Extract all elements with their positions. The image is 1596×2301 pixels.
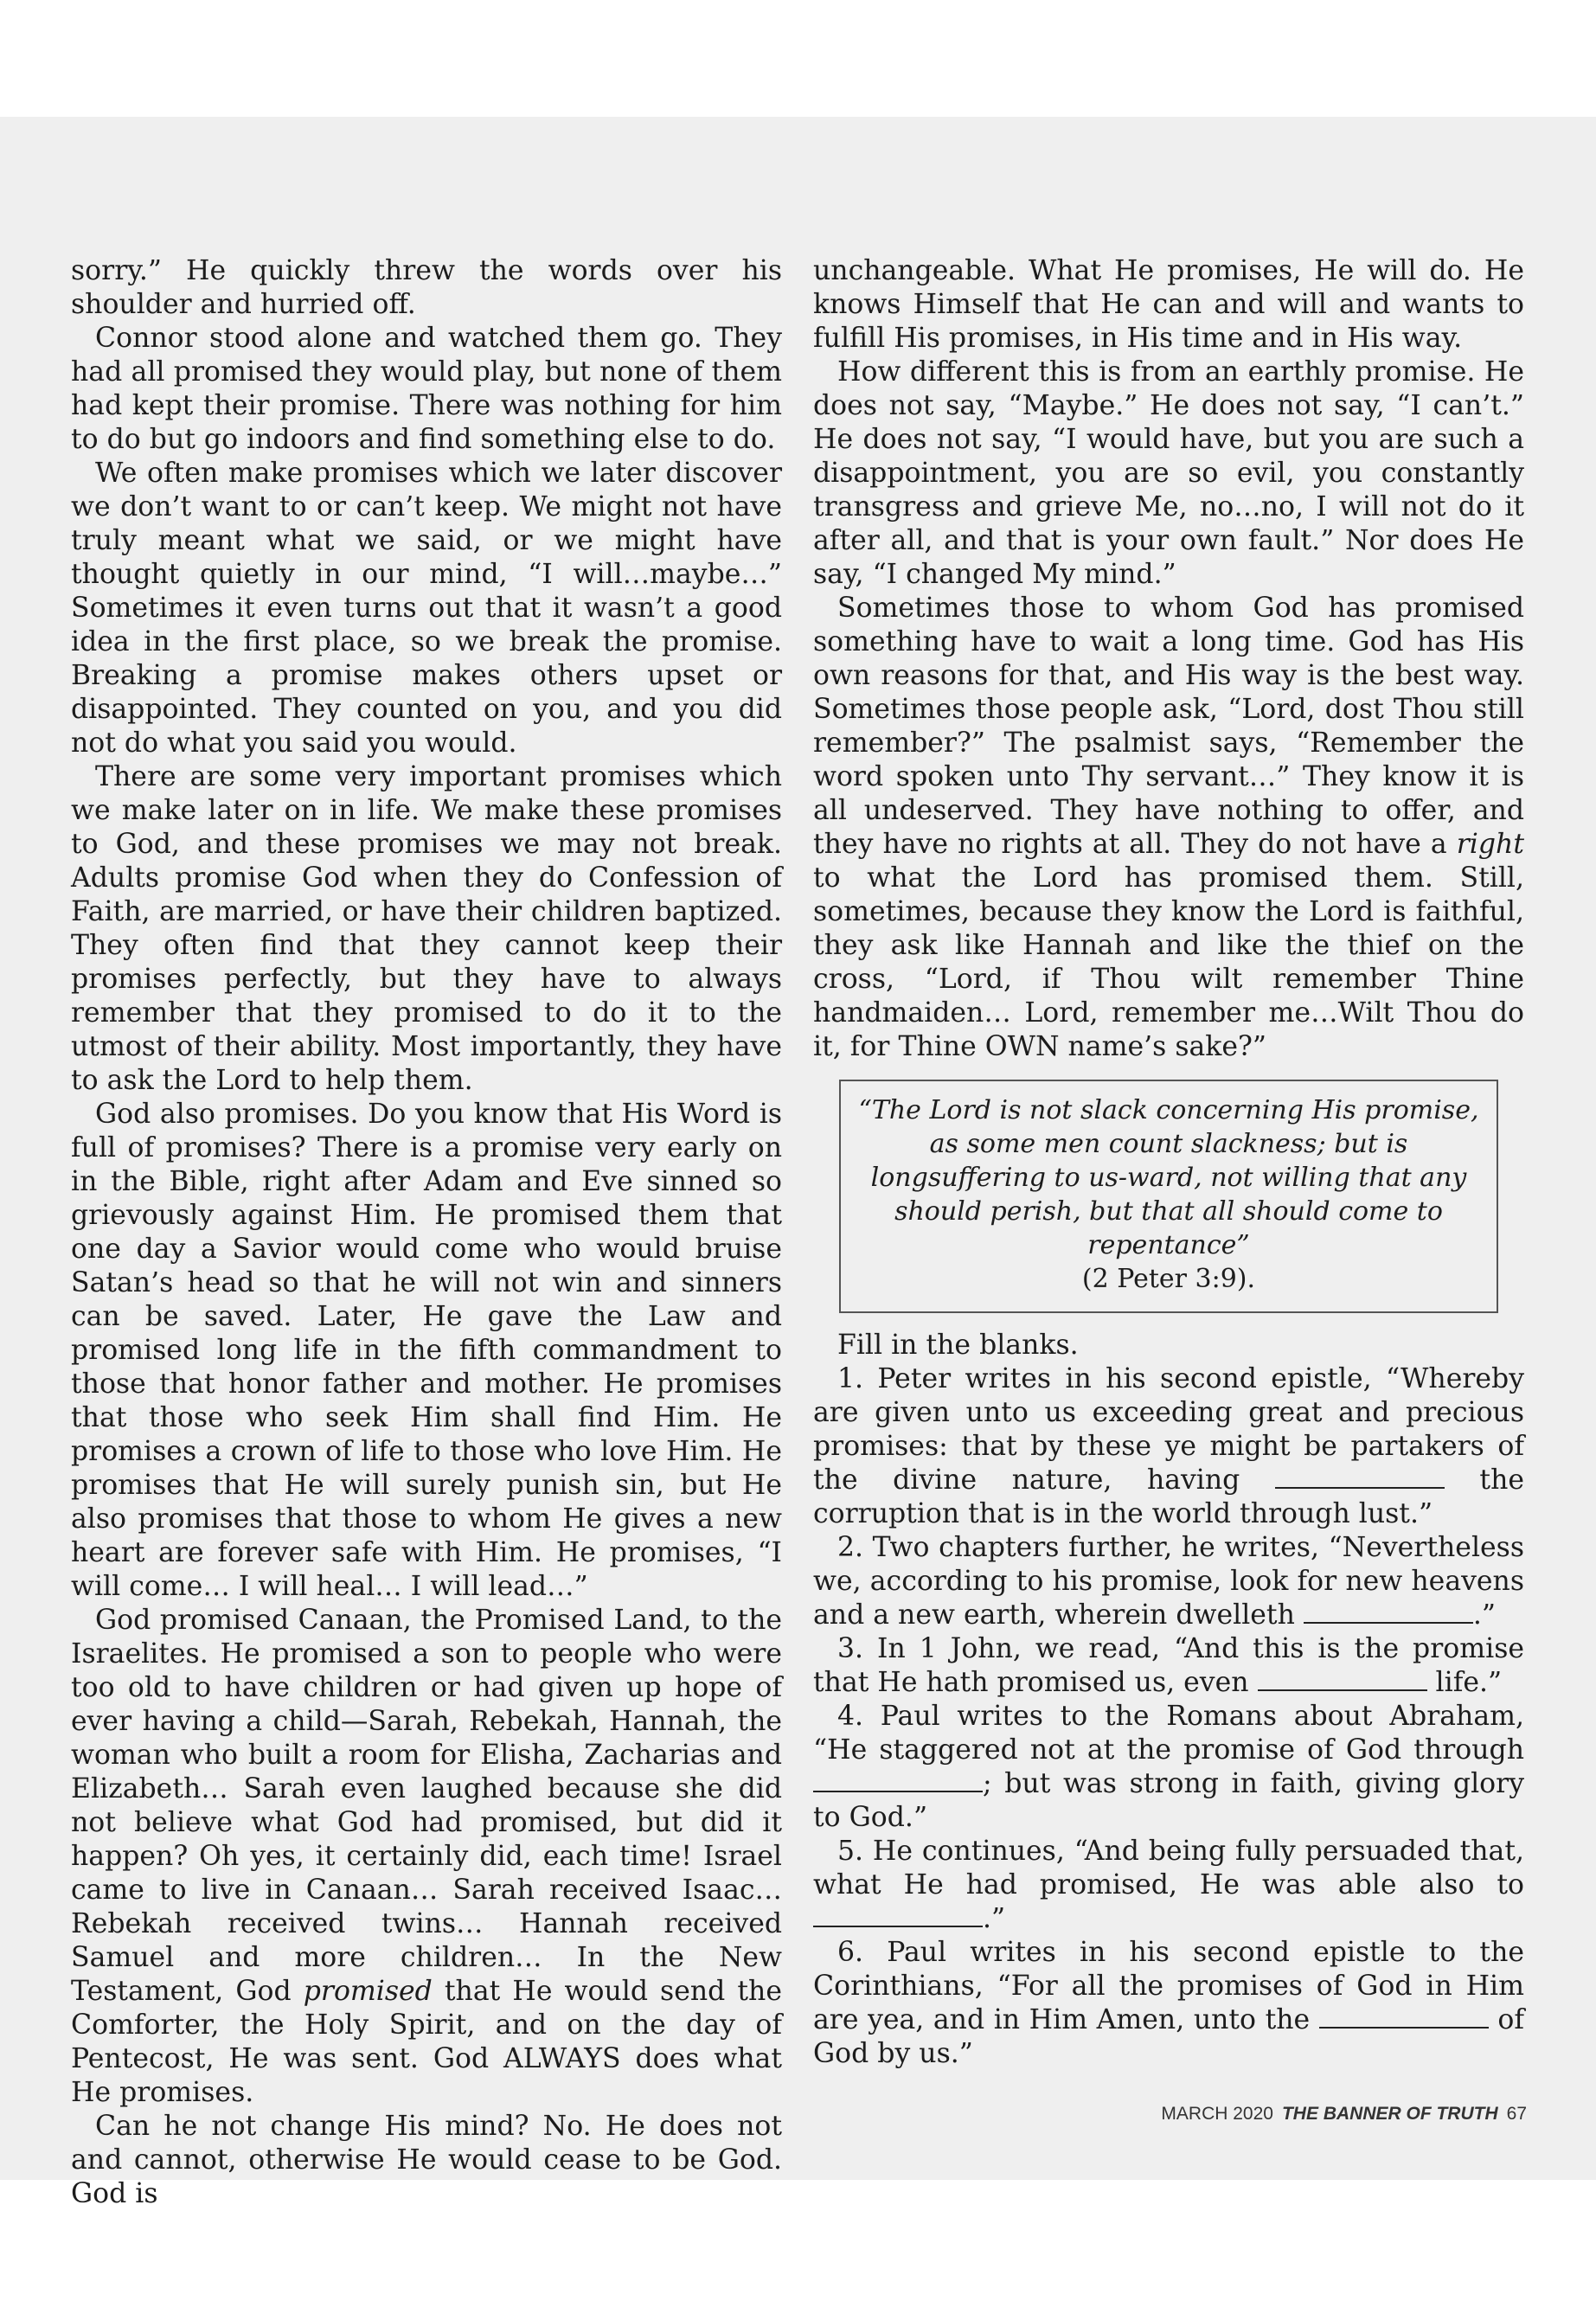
page-footer (1161, 2104, 1527, 2125)
text-run: .” (1472, 1599, 1497, 1631)
question-3 (813, 1632, 1524, 1700)
right-column (813, 254, 1524, 2071)
text-run: life.” (1426, 1667, 1503, 1698)
page-number: 67 (1506, 2104, 1527, 2124)
left-column (71, 254, 782, 2211)
paragraph: unchangeable. What He promises, He will do. He knows Himself that He can and will and wants to fulfill His promises, in His time and in His way. (813, 255, 1524, 354)
emphasis-text: promised (303, 1976, 433, 2007)
scripture-quote-box (839, 1080, 1498, 1313)
emphasis-text: right (1456, 829, 1524, 860)
paragraph (813, 592, 1524, 1064)
paragraph: We often make promises which we later discover we don’t want to or can’t keep. We might not have truly meant what we said, or we might have thought quietly in our mind, “I will…maybe…” Sometimes it even turns out that it wasn’t a good idea in the first place, so we break the promise. Breaking a promise makes others upset or disappointed. They counted on you, and you did not do what you said you would. (71, 458, 782, 759)
question-1 (813, 1362, 1524, 1531)
question-5 (813, 1835, 1524, 1936)
text-run: 6. Paul writes in his second epistle to the Corinthians, “For all the promises of God in Him are yea, and in Him Amen, unto the (813, 1937, 1524, 2035)
text-run: Sometimes those to whom God has promised something have to wait a long time. God has His own reasons for that, and His way is the best way. Sometimes those people ask, “Lord, dost Thou still remember?” The psalmist says, “Remember the word spoken unto Thy servant…” They know it is all undeserved. They have nothing to offer, and they have no rights at all. They do not have a (813, 593, 1524, 860)
text-run: 4. Paul writes to the Romans about Abraham, “He staggered not at the promise of God through (813, 1701, 1524, 1766)
text-run: the corruption that is in the world through lust.” (813, 1465, 1524, 1529)
text-run: .” (983, 1903, 1006, 1934)
answer-blank[interactable] (1258, 1667, 1427, 1691)
question-6 (813, 1936, 1524, 2071)
paragraph: Connor stood alone and watched them go. They had all promised they would play, but none of them had kept their promise. There was nothing for him to do but go indoors and find something else to do. (71, 323, 782, 455)
text-run: 2. Two chapters further, he writes, “Nevertheless we, according to his promise, look for new heavens and a new earth, wherein dwelleth (813, 1532, 1524, 1631)
paragraph: God also promises. Do you know that His Word is full of promises? There is a promise very early on in the Bible, right after Adam and Eve sinned so grievously against Him. He promised them that one day a Savior would come who would bruise Satan’s head so that he will not win and sinners can be saved. Later, He gave the Law and promised long life in the fifth commandment to those that honor father and mother. He promises that those who seek Him shall find Him. He promises a crown of life to those who love Him. He promises that He will surely punish sin, but He also promises that those to whom He gives a new heart are forever safe with Him. He promises, “I will come… I will heal… I will lead…” (71, 1099, 782, 1602)
quote-reference: (2 Peter 3:9). (1081, 1264, 1256, 1294)
text-run: 5. He continues, “And being fully persuaded that, what He had promised, He was able also to (813, 1836, 1524, 1900)
answer-blank[interactable] (1319, 2004, 1489, 2029)
text-run: 3. In 1 John, we read, “And this is the promise that He hath promised us, even (813, 1633, 1524, 1698)
text-run: ; but was strong in faith, giving glory to God.” (813, 1768, 1524, 1833)
text-run: of God by us.” (813, 2004, 1524, 2069)
answer-blank[interactable] (813, 1903, 983, 1927)
question-4 (813, 1700, 1524, 1835)
issue-date: MARCH 2020 (1161, 2104, 1273, 2124)
paragraph: sorry.” He quickly threw the words over his shoulder and hurried off. (71, 255, 782, 320)
text-run: that He would send the Comforter, the Holy Spirit, and on the day of Pentecost, He was sent. God ALWAYS does what He promises. (71, 1976, 782, 2108)
answer-blank[interactable] (813, 1768, 983, 1792)
answer-blank[interactable] (1275, 1465, 1445, 1489)
paragraph (71, 1604, 782, 2110)
paragraph: There are some very important promises which we make later on in life. We make these promises to God, and these promises we may not break. Adults promise God when they do Confession of Faith, are married, or have their children baptized. They often find that they cannot keep their promises perfectly, but they have to always remember that they promised to do it to the utmost of their ability. Most importantly, they have to ask the Lord to help them. (71, 761, 782, 1096)
text-run: 1. Peter writes in his second epistle, “Whereby are given unto us exceeding great and precious promises: that by these ye might be partakers of the divine nature, having (813, 1363, 1524, 1496)
quote-text: “The Lord is not slack concerning His promise, as some men count slackness; but is longsuffering to us-ward, not willing that any should perish, but that all should come to repentance” (858, 1095, 1479, 1260)
publication-title: THE BANNER OF TRUTH (1281, 2104, 1498, 2124)
text-run: God promised Canaan, the Promised Land, to the Israelites. He promised a son to people who were too old to have children or had given up hope of ever having a child—Sarah, Rebekah, Hannah, the woman who built a room for Elisha, Zacharias and Elizabeth… Sarah even laughed because she did not believe what God had promised, but did it happen? Oh yes, it certainly did, each time! Israel came to live in Canaan… Sarah received Isaac… Rebekah received twins… Hannah received Samuel and more children… In the New Testament, God (71, 1605, 782, 2007)
question-2 (813, 1531, 1524, 1632)
paragraph: How different this is from an earthly promise. He does not say, “Maybe.” He does not say, “I can’t.” He does not say, “I would have, but you are such a disappointment, you are so evil, you constantly transgress and grieve Me, no…no, I will not do it after all, and that is your own fault.” Nor does He say, “I changed My mind.” (813, 356, 1524, 590)
text-run: to what the Lord has promised them. Still, sometimes, because they know the Lord is faithful, they ask like Hannah and like the thief on the cross, “Lord, if Thou wilt remember Thine handmaiden… Lord, remember me…Wilt Thou do it, for Thine OWN name’s sake?” (813, 862, 1524, 1062)
fill-in-heading: Fill in the blanks. (837, 1330, 1079, 1361)
answer-blank[interactable] (1304, 1599, 1473, 1624)
paragraph: Can he not change His mind? No. He does not and cannot, otherwise He would cease to be God. God is (71, 2111, 782, 2209)
